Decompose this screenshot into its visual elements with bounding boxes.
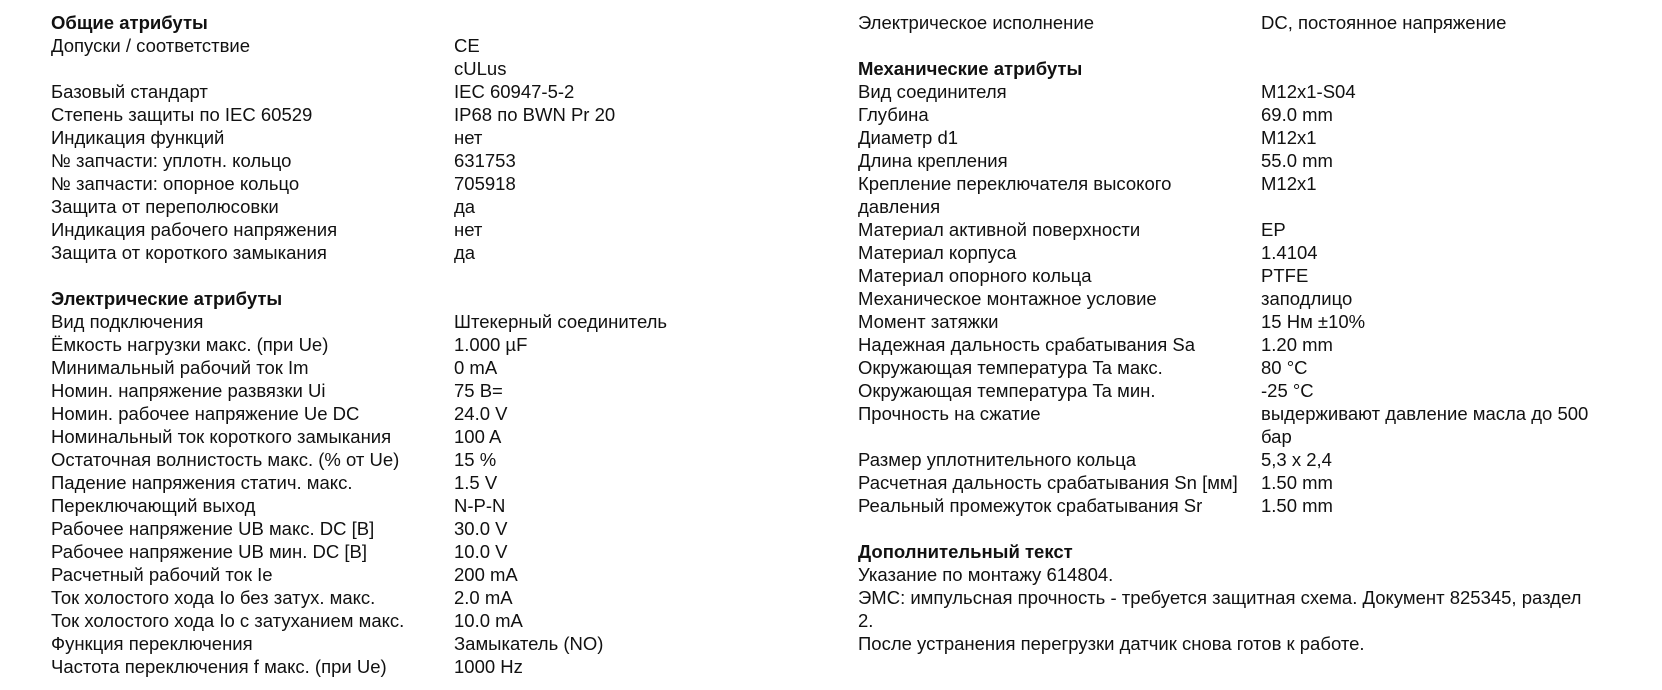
attr-label: Электрическое исполнение bbox=[858, 12, 1094, 33]
electrical-attributes-table bbox=[51, 310, 791, 678]
attr-label: Рабочее напряжение UB мин. DC [В] bbox=[51, 541, 367, 562]
table-row bbox=[51, 310, 791, 333]
attr-label: Вид соединителя bbox=[858, 81, 1007, 102]
attr-value: DC, постоянное напряжение bbox=[1261, 12, 1507, 33]
attr-value: 1.50 mm bbox=[1261, 495, 1333, 516]
table-row bbox=[51, 425, 791, 448]
attr-label: Материал активной поверхности bbox=[858, 219, 1141, 240]
attr-label: Ёмкость нагрузки макс. (при Ue) bbox=[51, 334, 329, 355]
attr-label: Индикация рабочего напряжения bbox=[51, 219, 338, 240]
attr-value: IEC 60947-5-2 bbox=[454, 81, 575, 102]
mechanical-attributes-table bbox=[858, 80, 1648, 517]
additional-text-line: После устранения перегрузки датчик снова готов к работе. bbox=[858, 633, 1365, 654]
attr-value: PTFE bbox=[1261, 265, 1309, 286]
general-attributes-table bbox=[51, 34, 791, 264]
attr-value: 100 A bbox=[454, 426, 502, 447]
attr-value: Замыкатель (NO) bbox=[454, 633, 604, 654]
attr-value: 55.0 mm bbox=[1261, 150, 1333, 171]
attr-label: Расчетная дальность срабатывания Sn [мм] bbox=[858, 472, 1238, 493]
attr-label: Расчетный рабочий ток Ie bbox=[51, 564, 273, 585]
section-spacer bbox=[858, 517, 1648, 540]
attr-value: 631753 bbox=[454, 150, 516, 171]
left-column bbox=[51, 11, 791, 678]
attr-label: Защита от переполюсовки bbox=[51, 196, 279, 217]
attr-label: Рабочее напряжение UB макс. DC [В] bbox=[51, 518, 375, 539]
table-row bbox=[51, 241, 791, 264]
attr-value: нет bbox=[454, 127, 483, 148]
attr-label: Окружающая температура Ta макс. bbox=[858, 357, 1163, 378]
table-row bbox=[858, 379, 1648, 402]
table-row bbox=[858, 494, 1648, 517]
attr-label: № запчасти: уплотн. кольцо bbox=[51, 150, 292, 171]
attr-value: нет bbox=[454, 219, 483, 240]
attr-label: Крепление переключателя высокого давления bbox=[858, 173, 1172, 217]
attr-value: 705918 bbox=[454, 173, 516, 194]
attr-value: N-P-N bbox=[454, 495, 506, 516]
table-row bbox=[51, 218, 791, 241]
table-row bbox=[858, 11, 1648, 34]
attr-value: выдерживают давление масла до 500 бар bbox=[1261, 403, 1589, 447]
attr-label: Индикация функций bbox=[51, 127, 225, 148]
attr-label: Переключающий выход bbox=[51, 495, 256, 516]
right-column bbox=[858, 11, 1648, 655]
section-heading-general: Общие атрибуты bbox=[51, 12, 208, 33]
attr-value: M12x1 bbox=[1261, 173, 1317, 194]
attr-label: Защита от короткого замыкания bbox=[51, 242, 327, 263]
attr-value: 2.0 mA bbox=[454, 587, 513, 608]
attr-label: Реальный промежуток срабатывания Sr bbox=[858, 495, 1203, 516]
table-row bbox=[858, 448, 1648, 471]
table-row bbox=[51, 80, 791, 103]
attr-label: Ток холостого хода Io без затух. макс. bbox=[51, 587, 376, 608]
table-row bbox=[51, 540, 791, 563]
attr-label: Номин. напряжение развязки Ui bbox=[51, 380, 326, 401]
attr-value: 0 mA bbox=[454, 357, 498, 378]
attr-value: 10.0 mA bbox=[454, 610, 523, 631]
table-row bbox=[51, 471, 791, 494]
attr-value: 1.50 mm bbox=[1261, 472, 1333, 493]
attr-label: Ток холостого хода Io с затуханием макс. bbox=[51, 610, 405, 631]
attr-value: M12x1 bbox=[1261, 127, 1317, 148]
table-row bbox=[51, 632, 791, 655]
table-row bbox=[858, 471, 1648, 494]
table-row bbox=[51, 126, 791, 149]
attr-value: 1.5 V bbox=[454, 472, 498, 493]
table-row bbox=[51, 149, 791, 172]
table-row bbox=[51, 103, 791, 126]
table-row bbox=[51, 609, 791, 632]
section-heading-additional: Дополнительный текст bbox=[858, 541, 1073, 562]
table-row bbox=[858, 241, 1648, 264]
table-row bbox=[51, 172, 791, 195]
table-row bbox=[858, 310, 1648, 333]
attr-label: Базовый стандарт bbox=[51, 81, 208, 102]
attr-label: Допуски / соответствие bbox=[51, 35, 251, 56]
table-row bbox=[858, 287, 1648, 310]
attr-value: 24.0 V bbox=[454, 403, 508, 424]
table-row bbox=[51, 195, 791, 218]
attr-value: Штекерный соединитель bbox=[454, 311, 668, 332]
attr-label: Надежная дальность срабатывания Sa bbox=[858, 334, 1195, 355]
attr-value: 5,3 x 2,4 bbox=[1261, 449, 1332, 470]
section-heading-electrical: Электрические атрибуты bbox=[51, 288, 283, 309]
attr-label: Окружающая температура Ta мин. bbox=[858, 380, 1156, 401]
attr-label: Момент затяжки bbox=[858, 311, 999, 332]
table-row bbox=[858, 264, 1648, 287]
table-row bbox=[51, 563, 791, 586]
table-row bbox=[858, 356, 1648, 379]
attr-value: да bbox=[454, 242, 476, 263]
attr-value: 80 °C bbox=[1261, 357, 1308, 378]
attr-label: Номин. рабочее напряжение Ue DC bbox=[51, 403, 360, 424]
attr-label: Номинальный ток короткого замыкания bbox=[51, 426, 392, 447]
attr-value: 15 Нм ±10% bbox=[1261, 311, 1366, 332]
attr-value: 200 mA bbox=[454, 564, 518, 585]
attr-label: Материал опорного кольца bbox=[858, 265, 1092, 286]
attr-value: 1000 Hz bbox=[454, 656, 523, 677]
additional-text-line: Указание по монтажу 614804. bbox=[858, 564, 1114, 585]
section-heading-mechanical: Механические атрибуты bbox=[858, 58, 1083, 79]
attr-label: Глубина bbox=[858, 104, 929, 125]
attr-value: 1.4104 bbox=[1261, 242, 1318, 263]
attr-label: Минимальный рабочий ток Im bbox=[51, 357, 309, 378]
table-row bbox=[51, 494, 791, 517]
table-row bbox=[858, 218, 1648, 241]
attr-label: № запчасти: опорное кольцо bbox=[51, 173, 300, 194]
attr-label: Длина крепления bbox=[858, 150, 1008, 171]
attr-value: 30.0 V bbox=[454, 518, 508, 539]
table-row bbox=[858, 149, 1648, 172]
table-row bbox=[51, 379, 791, 402]
attr-label: Вид подключения bbox=[51, 311, 204, 332]
attr-value: -25 °C bbox=[1261, 380, 1314, 401]
attr-value: EP bbox=[1261, 219, 1286, 240]
attr-value: IP68 по BWN Pr 20 bbox=[454, 104, 616, 125]
table-row bbox=[858, 333, 1648, 356]
attr-value: 10.0 V bbox=[454, 541, 508, 562]
section-spacer bbox=[858, 34, 1648, 57]
attr-label: Функция переключения bbox=[51, 633, 253, 654]
attr-value: 15 % bbox=[454, 449, 497, 470]
attr-label: Падение напряжения статич. макс. bbox=[51, 472, 353, 493]
attr-value: заподлицо bbox=[1261, 288, 1353, 309]
attr-value: M12x1-S04 bbox=[1261, 81, 1356, 102]
attr-value: 69.0 mm bbox=[1261, 104, 1333, 125]
table-row bbox=[858, 126, 1648, 149]
attr-value: 1.20 mm bbox=[1261, 334, 1333, 355]
attr-label: Размер уплотнительного кольца bbox=[858, 449, 1137, 470]
table-row bbox=[858, 103, 1648, 126]
attr-value: 75 В= bbox=[454, 380, 503, 401]
attr-label: Остаточная волнистость макс. (% от Ue) bbox=[51, 449, 400, 470]
table-row bbox=[858, 172, 1648, 218]
attr-label: Механическое монтажное условие bbox=[858, 288, 1157, 309]
table-row bbox=[51, 34, 791, 80]
attr-value: 1.000 µF bbox=[454, 334, 528, 355]
attr-label: Частота переключения f макс. (при Ue) bbox=[51, 656, 387, 677]
attr-label: Материал корпуса bbox=[858, 242, 1017, 263]
table-row bbox=[858, 402, 1648, 448]
attr-label: Степень защиты по IEC 60529 bbox=[51, 104, 313, 125]
attr-label: Диаметр d1 bbox=[858, 127, 959, 148]
attr-value: CE cULus bbox=[454, 35, 507, 79]
section-spacer bbox=[51, 264, 791, 287]
table-row bbox=[51, 448, 791, 471]
attr-value: да bbox=[454, 196, 476, 217]
table-row bbox=[51, 402, 791, 425]
additional-text-line: ЭМС: импульсная прочность - требуется защитная схема. Документ 825345, раздел 2. bbox=[858, 587, 1582, 631]
table-row bbox=[51, 356, 791, 379]
table-row bbox=[51, 517, 791, 540]
table-row bbox=[858, 80, 1648, 103]
table-row bbox=[51, 333, 791, 356]
table-row bbox=[51, 586, 791, 609]
table-row bbox=[51, 655, 791, 678]
attr-label: Прочность на сжатие bbox=[858, 403, 1041, 424]
